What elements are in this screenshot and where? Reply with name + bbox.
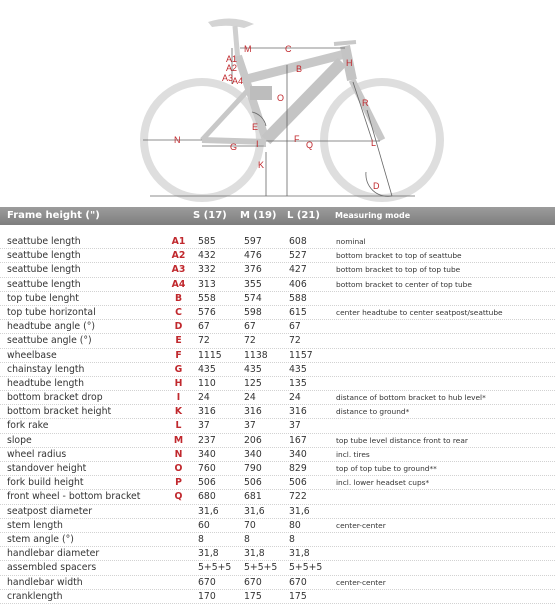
size-l-value: 829 [289,463,307,474]
size-m-value: 125 [244,377,262,389]
diagram-labels [174,44,380,191]
table-row [0,533,555,547]
frame-height-heading: Frame height (") [7,210,100,221]
measurement-name: front wheel - bottom bracket [7,491,141,503]
table-row [0,306,555,320]
size-l-value: 670 [289,576,307,588]
size-l-value: 8 [289,533,295,545]
table-row [0,349,555,363]
label-a1: A1 [226,54,238,64]
table-row [0,292,555,306]
measuring-mode-note: bottom bracket to center of top tube [336,279,472,289]
size-l-value: 135 [289,377,307,389]
measuring-mode-note: distance of bottom bracket to hub level* [336,393,486,403]
size-m-value: 340 [244,448,262,460]
size-l-value: 615 [289,306,307,318]
size-s-value: 8 [198,533,204,545]
measurement-name: seattube length [7,278,81,290]
size-m-value: 175 [244,590,262,602]
measurement-name: seattube angle (°) [7,335,92,347]
measurement-code: C [175,306,182,318]
label-h: H [346,58,353,68]
size-m-value: 72 [244,335,256,347]
measurement-code: E [175,335,182,347]
measurement-code: N [174,448,183,460]
table-row [0,576,555,590]
table-row [0,363,555,377]
table-row [0,391,555,405]
size-l-value: 167 [289,434,307,446]
size-l-value: 72 [289,335,301,347]
measurement-code: G [174,363,183,375]
table-row [0,590,555,604]
size-m-value: 206 [244,434,262,446]
label-b: B [296,64,303,74]
size-s-value: 31,6 [198,505,219,517]
size-l-value: 1157 [289,349,313,361]
size-s-value: 170 [198,590,216,602]
measurement-code: P [175,477,182,489]
measurement-code: O [174,463,183,474]
label-m: M [244,44,252,54]
measurement-name: top tube horizontal [7,306,96,318]
size-l-value: 175 [289,590,307,602]
size-s-value: 432 [198,250,216,262]
size-m-value: 24 [244,392,256,404]
measurement-code: K [174,406,183,418]
table-row [0,462,555,476]
size-s-value: 585 [198,236,216,247]
measuring-mode-note: center headtube to center seatpost/seattube [336,307,503,317]
size-s-value: 435 [198,363,216,375]
measuring-mode-note: incl. tires [336,449,370,459]
measurement-code: F [175,349,182,361]
table-row [0,278,555,292]
table-row [0,405,555,419]
measurement-name: bottom bracket drop [7,392,103,404]
size-s-value: 760 [198,463,216,474]
measuring-mode-note: center-center [336,520,386,530]
measurement-name: fork build height [7,477,84,489]
measurement-code: A1 [171,236,186,247]
size-m-value: 476 [244,250,262,262]
measurement-name: stem angle (°) [7,533,74,545]
size-m-value: 31,8 [244,548,265,560]
size-s-value: 1115 [198,349,222,361]
label-l: L [371,138,377,148]
size-m-value: 670 [244,576,262,588]
table-row [0,320,555,334]
size-m-value: 67 [244,321,256,333]
measuring-mode-note: top of top tube to ground** [336,464,437,473]
measurement-name: bottom bracket height [7,406,112,418]
size-l-value: 588 [289,292,307,304]
measurement-name: top tube lenght [7,292,79,304]
size-l-value: 608 [289,236,307,247]
size-s-value: 576 [198,306,216,318]
size-m-value: 31,6 [244,505,265,517]
label-c: C [285,44,292,54]
label-r: R [362,98,369,108]
measurement-code: A4 [171,278,186,290]
size-s-value: 60 [198,519,210,531]
measurement-name: wheelbase [7,349,57,361]
size-l-value: 506 [289,477,307,489]
size-m-value: 790 [244,463,262,474]
size-s-value: 72 [198,335,210,347]
size-m-value: 316 [244,406,262,418]
size-l-value: 31,6 [289,505,310,517]
measurement-name: fork rake [7,420,49,432]
table-row [0,505,555,519]
saddle [208,18,254,28]
size-m-value: 598 [244,306,262,318]
measurement-name: handlebar width [7,576,83,588]
size-s-value: 340 [198,448,216,460]
size-s-value: 24 [198,392,210,404]
size-m-value: 681 [244,491,262,503]
size-l-heading: L (21) [287,210,320,221]
table-row [0,490,555,504]
size-m-value: 70 [244,519,256,531]
label-g: G [230,142,238,152]
measurement-name: handlebar diameter [7,548,100,560]
label-i: I [256,139,259,149]
measuring-mode-note: distance to ground* [336,407,410,417]
size-s-value: 31,8 [198,548,219,560]
size-l-value: 722 [289,491,307,503]
size-m-heading: M (19) [240,210,277,221]
label-a2: A2 [226,63,238,73]
measurement-name: seattube length [7,250,81,262]
size-l-value: 80 [289,519,301,531]
bike-frame-drawing [0,0,555,206]
measurement-code: Q [174,491,183,503]
table-row [0,547,555,561]
measurement-code: M [173,434,184,446]
table-row [0,334,555,348]
table-row [0,377,555,391]
size-m-value: 355 [244,278,262,290]
size-l-value: 435 [289,363,307,375]
measurement-code: A2 [171,250,186,262]
table-row [0,519,555,533]
size-m-value: 5+5+5 [244,562,278,574]
size-s-value: 37 [198,420,210,432]
label-n: N [174,135,181,145]
label-k: K [258,160,265,170]
table-row [0,476,555,490]
size-s-value: 558 [198,292,216,304]
size-l-value: 406 [289,278,307,290]
measurement-code: D [174,321,183,333]
measuring-mode-note: nominal [336,237,366,246]
measurement-name: headtube length [7,377,84,389]
measuring-mode-note: bottom bracket to top of seattube [336,251,462,261]
seatstay [202,88,250,140]
table-header [0,207,555,225]
size-s-value: 332 [198,264,216,276]
size-s-value: 110 [198,377,216,389]
measurement-name: wheel radius [7,448,67,460]
measurement-name: standover height [7,463,87,474]
size-m-value: 435 [244,363,262,375]
size-m-value: 1138 [244,349,268,361]
label-d: D [373,181,380,191]
measurement-name: slope [7,434,32,446]
rear-shock [250,86,272,100]
measurement-code: L [175,420,182,432]
label-f: F [294,134,300,144]
size-l-value: 527 [289,250,307,262]
size-s-value: 670 [198,576,216,588]
measurement-name: seattube length [7,236,81,247]
measurement-code: H [174,377,183,389]
bike-geometry-diagram [0,0,555,206]
measurement-name: stem length [7,519,63,531]
label-a3: A3 [222,73,234,83]
size-m-value: 37 [244,420,256,432]
handlebar [334,42,356,44]
measuring-mode-note: top tube level distance front to rear [336,435,468,445]
size-s-heading: S (17) [193,210,227,221]
measurement-name: seatpost diameter [7,505,93,517]
size-l-value: 340 [289,448,307,460]
size-s-value: 67 [198,321,210,333]
table-row [0,235,555,249]
measurement-code: A3 [171,264,186,276]
size-l-value: 31,8 [289,548,310,560]
size-l-value: 37 [289,420,301,432]
label-o: O [277,93,285,103]
size-s-value: 506 [198,477,216,489]
table-row [0,561,555,575]
size-s-value: 313 [198,278,216,290]
size-m-value: 376 [244,264,262,276]
measuring-mode-heading: Measuring mode [335,211,411,220]
size-s-value: 680 [198,491,216,503]
table-row [0,448,555,462]
measurement-name: seattube length [7,264,81,276]
measurement-name: headtube angle (°) [7,321,95,333]
size-l-value: 5+5+5 [289,562,323,574]
measuring-mode-note: center-center [336,577,386,587]
measuring-mode-note: incl. lower headset cups* [336,478,430,488]
label-a4: A4 [232,76,244,86]
table-row [0,263,555,277]
measurement-name: assembled spacers [7,562,97,574]
label-q: Q [306,140,314,150]
size-l-value: 316 [289,406,307,418]
measuring-mode-note: bottom bracket to top of top tube [336,265,461,275]
size-l-value: 427 [289,264,307,276]
measurement-code: B [174,292,183,304]
size-s-value: 316 [198,406,216,418]
measurement-name: cranklength [7,590,63,602]
size-l-value: 67 [289,321,301,333]
table-row [0,419,555,433]
size-l-value: 24 [289,392,301,404]
measurement-name: chainstay length [7,363,85,375]
size-s-value: 237 [198,434,216,446]
size-m-value: 597 [244,236,262,247]
size-s-value: 5+5+5 [198,562,232,574]
size-m-value: 574 [244,292,262,304]
table-row [0,249,555,263]
table-row [0,434,555,448]
size-m-value: 506 [244,477,262,489]
label-e: E [252,122,259,132]
size-m-value: 8 [244,533,250,545]
measurement-code: I [176,392,181,404]
geometry-table [0,235,555,604]
